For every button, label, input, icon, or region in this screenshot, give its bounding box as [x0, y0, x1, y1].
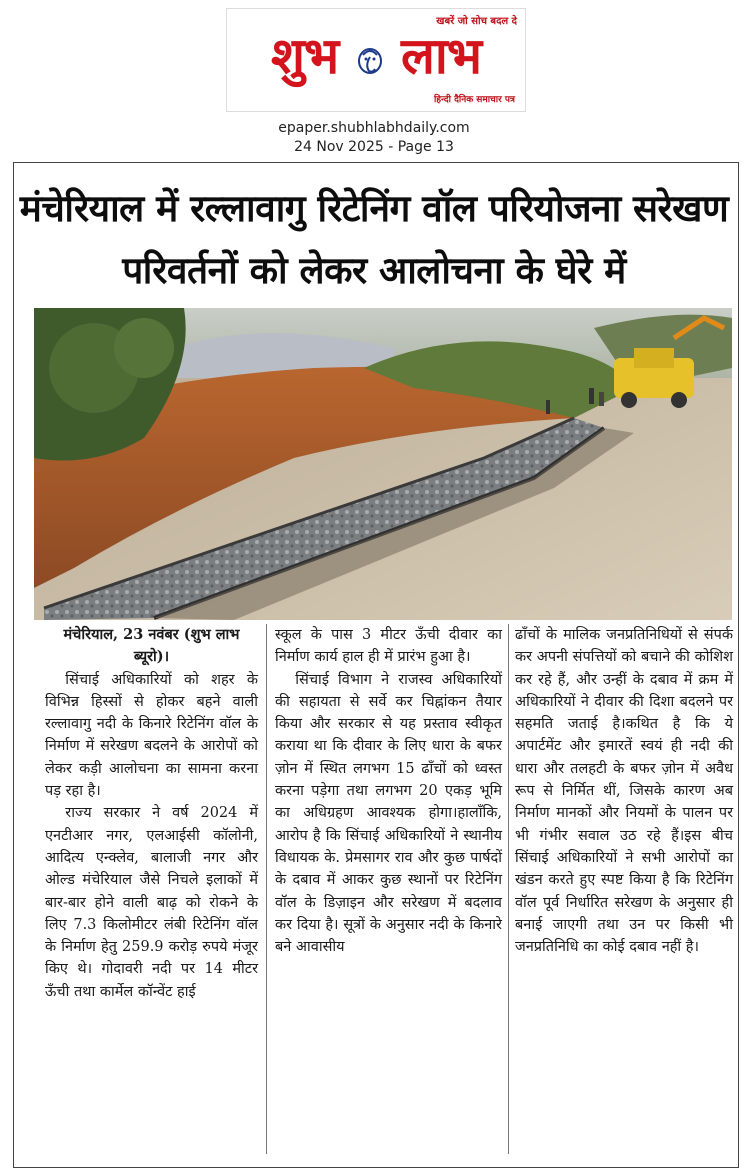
logo-text-right: लाभ — [401, 27, 481, 85]
construction-site-image — [34, 308, 732, 620]
article-headline — [0, 178, 748, 302]
logo — [227, 27, 525, 85]
source-info — [0, 119, 748, 157]
paragraph: स्कूल के पास 3 मीटर ऊँची दीवार का निर्माण कार्य हाल ही में प्रारंभ हुआ है। — [275, 627, 502, 666]
paragraph: सिंचाई अधिकारियों को शहर के विभिन्न हिस्सों से होकर बहने वाली रल्लावागु नदी के किनारे रिटेनिंग वॉल के निर्माण में सरेखण बदलने के आरोपों को लेकर कड़ी आलोचना का सामना करना पड़ रहा है। — [45, 671, 258, 800]
paragraph: सिंचाई विभाग ने राजस्व अधिकारियों की सहायता से सर्वे कर चिह्नांकन तैयार किया और सरकार से यह प्रस्ताव स्वीकृत कराया था कि दीवार के लिए धारा के बफर ज़ोन में स्थित लगभग 15 ढाँचों को ध्वस्त करना पड़ेगा तथा लगभग 20 एकड़ भूमि का अधिग्रहण आवश्यक होगा।हालाँकि, आरोप है कि सिंचाई अधिकारियों ने स्थानीय विधायक के. प्रेमसागर राव और कुछ पार्षदों के दबाव में आकर कुछ स्थानों पर रिटेनिंग वॉल के डिज़ाइन और सरेखण में बदलाव कर दिया है। सूत्रों के अनुसार नदी के किनारे बने आवासीय — [275, 671, 502, 956]
masthead-tagline: खबरें जो सोच बदल दे — [436, 16, 517, 27]
article-column-3 — [515, 624, 733, 958]
column-divider — [508, 624, 509, 1154]
masthead-subtitle: हिन्दी दैनिक समाचार पत्र — [433, 95, 515, 105]
headline-line-2: परिवर्तनों को लेकर आलोचना के घेरे में — [122, 249, 626, 292]
source-url[interactable]: epaper.shubhlabhdaily.com — [278, 120, 470, 136]
headline-line-1: मंचेरियाल में रल्लावागु रिटेनिंग वॉल परियोजना सरेखण — [19, 187, 729, 230]
article-column-2 — [275, 624, 502, 958]
logo-text-left: शुभ — [271, 27, 339, 85]
dateline: मंचेरियाल, 23 नवंबर (शुभ लाभ ब्यूरो)। — [63, 626, 240, 666]
article-photo — [34, 308, 732, 620]
date-page: 24 Nov 2025 - Page 13 — [294, 139, 454, 155]
article-column-1 — [45, 624, 258, 1003]
paragraph: ढाँचों के मालिक जनप्रतिनिधियों से संपर्क कर अपनी संपत्तियों को बचाने की कोशिश कर रहे हैं, और उन्हीं के दबाव में क्रम में अधिकारियों ने दीवार की दिशा बदलने पर सहमति जताई है।कथित है कि ये अपार्टमेंट और इमारतें स्वयं ही नदी की धारा और तलहटी के बफर ज़ोन में अवैध रूप से निर्मित थीं, जिसके कारण अब निर्माण मानकों और नियमों के पालन पर भी गंभीर सवाल उठ रहे हैं।इस बीच सिंचाई अधिकारियों ने सभी आरोपों का खंडन करते हुए स्पष्ट किया है कि रिटेनिंग वॉल पूर्व निर्धारित सरेखण के अनुसार ही बनाई जाएगी तथा उन पर किसी भी जनप्रतिनिधि का कोई दबाव नहीं है। — [515, 627, 733, 956]
masthead — [226, 8, 526, 112]
paragraph: राज्य सरकार ने वर्ष 2024 में एनटीआर नगर, एलआईसी कॉलोनी, आदित्य एन्क्लेव, बालाजी नगर और ओल्ड मंचेरियाल जैसे निचले इलाकों में बार-बार होने वाली बाढ़ को रोकने के लिए 7.3 किलोमीटर लंबी रिटेनिंग वॉल के निर्माण हेतु 259.9 करोड़ रुपये मंजूर किए थे। गोदावरी नदी पर 14 मीटर ऊँची तथा कार्मेल कॉन्वेंट हाई — [45, 805, 258, 1000]
column-divider — [266, 624, 267, 1154]
ganesha-emblem-icon — [353, 43, 387, 77]
